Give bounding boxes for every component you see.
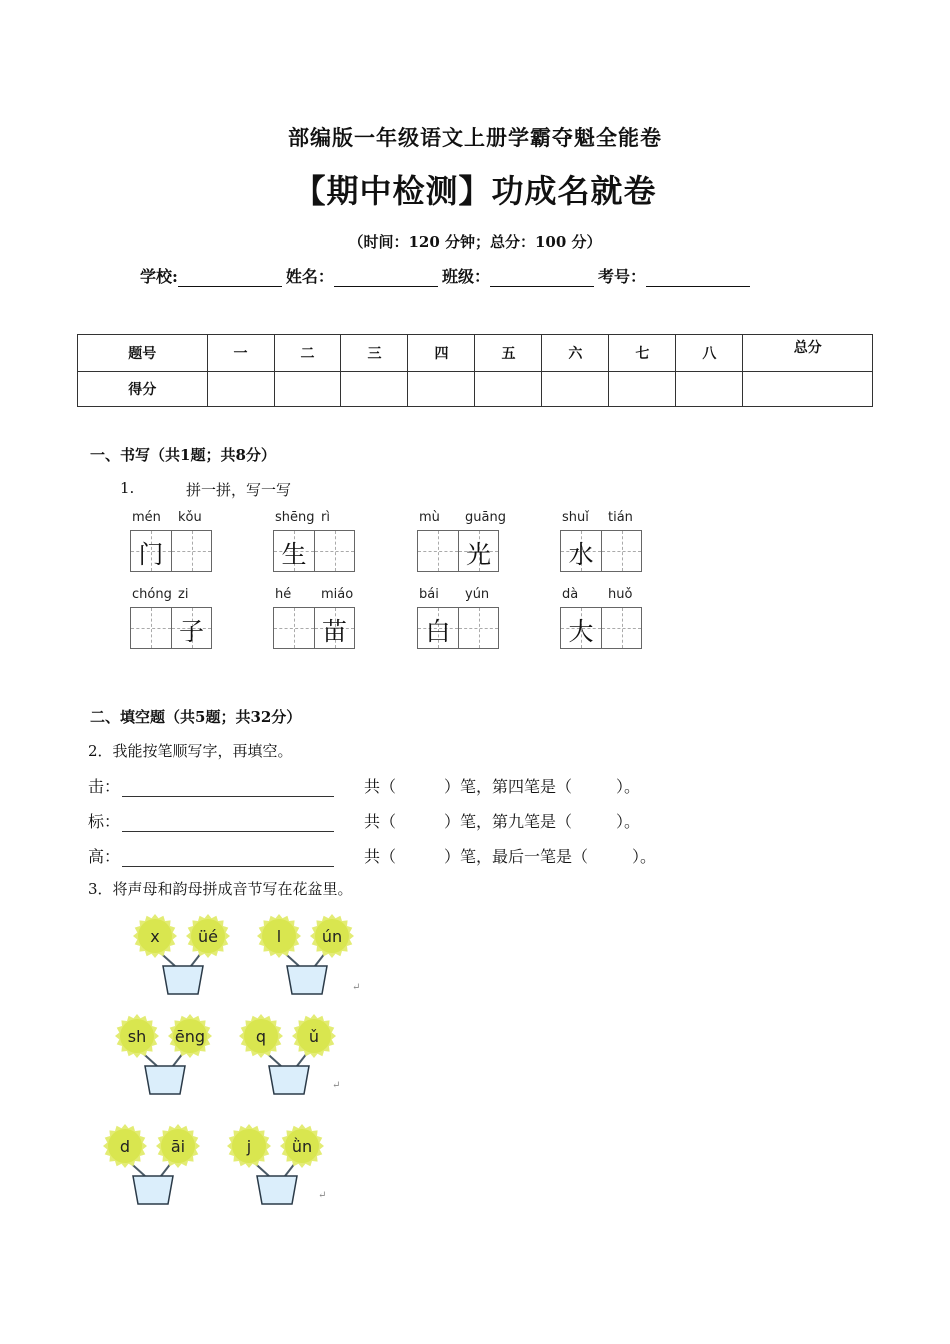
given-character: 生 [281,540,307,569]
initial-flower-label: l [276,927,282,946]
score-cell[interactable] [274,372,341,407]
final-flower-label: ǜn [291,1137,313,1156]
final-flower-label: ēng [174,1027,206,1046]
pinyin-syllable-1: hé [275,587,292,602]
pinyin-word-block [417,510,506,572]
writing-cell[interactable] [418,531,458,571]
syllable-flower-pot [234,1008,364,1098]
initial-flower [227,1124,271,1168]
initial-flower [103,1124,147,1168]
initial-flower-label: sh [127,1027,147,1046]
tianzige-grid [560,530,642,572]
q1-instruction: 拼一拼，写一写 [186,481,292,499]
question-number-row [78,335,873,372]
answer-pot[interactable] [133,1176,173,1204]
stroke-order-blank[interactable] [122,780,334,797]
initial-flower [115,1014,159,1058]
writing-cell [561,531,601,571]
pinyin-syllable-1: bái [419,587,439,602]
stroke-close: ）。 [616,812,641,831]
score-cell[interactable] [207,372,274,407]
name-blank[interactable] [334,268,438,287]
pinyin-syllable-1: dà [562,587,579,602]
stroke-count-open: 共（ [364,812,397,831]
exam-title: 【期中检测】功成名就卷 [293,172,657,210]
pinyin-syllable-1: shuǐ [562,510,589,525]
stroke-question-text: ）笔，最后一笔是（ [444,847,589,866]
writing-cell[interactable] [314,531,354,571]
writing-cell[interactable] [171,531,211,571]
writing-cell [171,608,211,648]
exam-no-blank[interactable] [646,268,750,287]
question-col-3: 三 [341,335,408,372]
writing-cell [458,531,498,571]
section2-heading: 二、填空题（共5题；共32分） [90,708,302,726]
answer-pot[interactable] [269,1066,309,1094]
initial-flower [257,914,301,958]
pinyin-syllable-2: guāng [465,510,506,525]
answer-pot[interactable] [257,1176,297,1204]
syllable-flower-pot [128,908,258,998]
question-col-6: 六 [542,335,609,372]
score-cell[interactable] [609,372,676,407]
given-character: 白 [425,617,451,646]
initial-flower [239,1014,283,1058]
name-label: 姓名： [285,267,334,286]
score-cell[interactable] [408,372,475,407]
tianzige-grid [130,530,212,572]
writing-cell[interactable] [601,531,641,571]
question-col-7: 七 [609,335,676,372]
paragraph-return-mark: ↵ [332,1080,341,1091]
stroke-character-label: 标： [88,812,121,831]
stroke-order-blank[interactable] [122,815,334,832]
answer-pot[interactable] [145,1066,185,1094]
stroke-close: ）。 [616,777,641,796]
writing-cell [274,531,314,571]
writing-cell[interactable] [274,608,314,648]
writing-cell [418,608,458,648]
stroke-count-open: 共（ [364,777,397,796]
given-character: 光 [465,540,491,569]
pinyin-syllable-2: kǒu [178,510,202,525]
writing-cell[interactable] [131,608,171,648]
question-col-8: 八 [676,335,743,372]
writing-cell [561,608,601,648]
question-col-total: 总分 [743,335,873,372]
pinyin-word-block [560,587,644,649]
syllable-flower-pot [98,1118,228,1208]
q3-instruction: 3．将声母和韵母拼成音节写在花盆里。 [88,880,353,898]
given-character: 门 [138,540,164,569]
stroke-character-label: 高： [88,847,121,866]
pinyin-word-block [273,587,357,649]
pinyin-syllable-1: chóng [132,587,172,602]
score-header: 得分 [78,372,208,407]
final-flower-label: üé [198,927,218,946]
pinyin-word-block [273,510,357,572]
tianzige-grid [130,607,212,649]
writing-cell[interactable] [458,608,498,648]
given-character: 子 [178,617,204,646]
given-character: 苗 [321,617,347,646]
final-flower [156,1124,200,1168]
tianzige-grid [417,607,499,649]
question-col-1: 一 [207,335,274,372]
stroke-close: ）。 [632,847,657,866]
stroke-fill-row [88,844,656,867]
syllable-flower-pot [222,1118,352,1208]
q2-instruction: 2．我能按笔顺写字，再填空。 [88,742,293,760]
question-col-2: 二 [274,335,341,372]
initial-flower-label: x [150,927,160,946]
pinyin-syllable-1: mén [132,510,161,525]
exam-no-label: 考号： [597,267,646,286]
stroke-fill-row [88,774,640,797]
syllable-flower-pot [110,1008,240,1098]
question-number-header: 题号 [78,335,208,372]
score-cell[interactable] [542,372,609,407]
final-flower [186,914,230,958]
initial-flower [133,914,177,958]
school-blank[interactable] [178,268,282,287]
final-flower-label: ún [321,927,343,946]
tianzige-grid [417,530,499,572]
pinyin-syllable-1: shēng [275,510,315,525]
section1-heading: 一、书写（共1题；共8分） [90,446,276,464]
pinyin-syllable-2: miáo [321,587,354,602]
final-flower [280,1124,324,1168]
score-cell[interactable] [743,372,873,407]
initial-flower-label: d [119,1137,131,1156]
class-label: 班级： [441,267,490,286]
pinyin-syllable-2: rì [321,510,330,525]
stroke-order-blank[interactable] [122,850,334,867]
stroke-character-label: 击： [88,777,121,796]
final-flower [292,1014,336,1058]
pinyin-syllable-2: huǒ [608,587,633,602]
school-label: 学校: [140,267,178,286]
initial-flower-label: j [246,1137,252,1156]
paragraph-return-mark: ↵ [318,1190,327,1201]
initial-flower-label: q [255,1027,267,1046]
pinyin-syllable-2: yún [465,587,490,602]
score-cell[interactable] [475,372,542,407]
pinyin-word-block [560,510,644,572]
tianzige-grid [273,530,355,572]
pinyin-word-block [417,587,501,649]
student-info-line [140,264,754,287]
tianzige-grid [273,607,355,649]
final-flower [168,1014,212,1058]
score-table [77,334,873,407]
stroke-count-open: 共（ [364,847,397,866]
answer-pot[interactable] [163,966,203,994]
score-cell[interactable] [676,372,743,407]
pinyin-word-block [130,587,214,649]
final-flower [310,914,354,958]
exam-time-score: （时间：120 分钟；总分：100 分） [348,233,602,251]
final-flower-label: āi [170,1137,186,1156]
answer-pot[interactable] [287,966,327,994]
pinyin-syllable-1: mù [419,510,440,525]
stroke-fill-row [88,809,640,832]
given-character: 水 [568,540,594,569]
pinyin-word-block [130,510,214,572]
writing-cell [314,608,354,648]
syllable-flower-pot [252,908,382,998]
pinyin-syllable-2: zi [178,587,189,602]
stroke-question-text: ）笔，第四笔是（ [444,777,573,796]
stroke-question-text: ）笔，第九笔是（ [444,812,573,831]
score-cell[interactable] [341,372,408,407]
score-row [78,372,873,407]
question-col-4: 四 [408,335,475,372]
paragraph-return-mark: ↵ [352,982,361,993]
writing-cell[interactable] [601,608,641,648]
class-blank[interactable] [490,268,594,287]
pinyin-syllable-2: tián [608,510,633,525]
tianzige-grid [560,607,642,649]
question-col-5: 五 [475,335,542,372]
exam-series-title: 部编版一年级语文上册学霸夺魁全能卷 [288,125,662,150]
writing-cell [131,531,171,571]
given-character: 大 [568,617,594,646]
final-flower-label: ǔ [308,1027,320,1046]
q1-number: 1. [120,479,135,497]
